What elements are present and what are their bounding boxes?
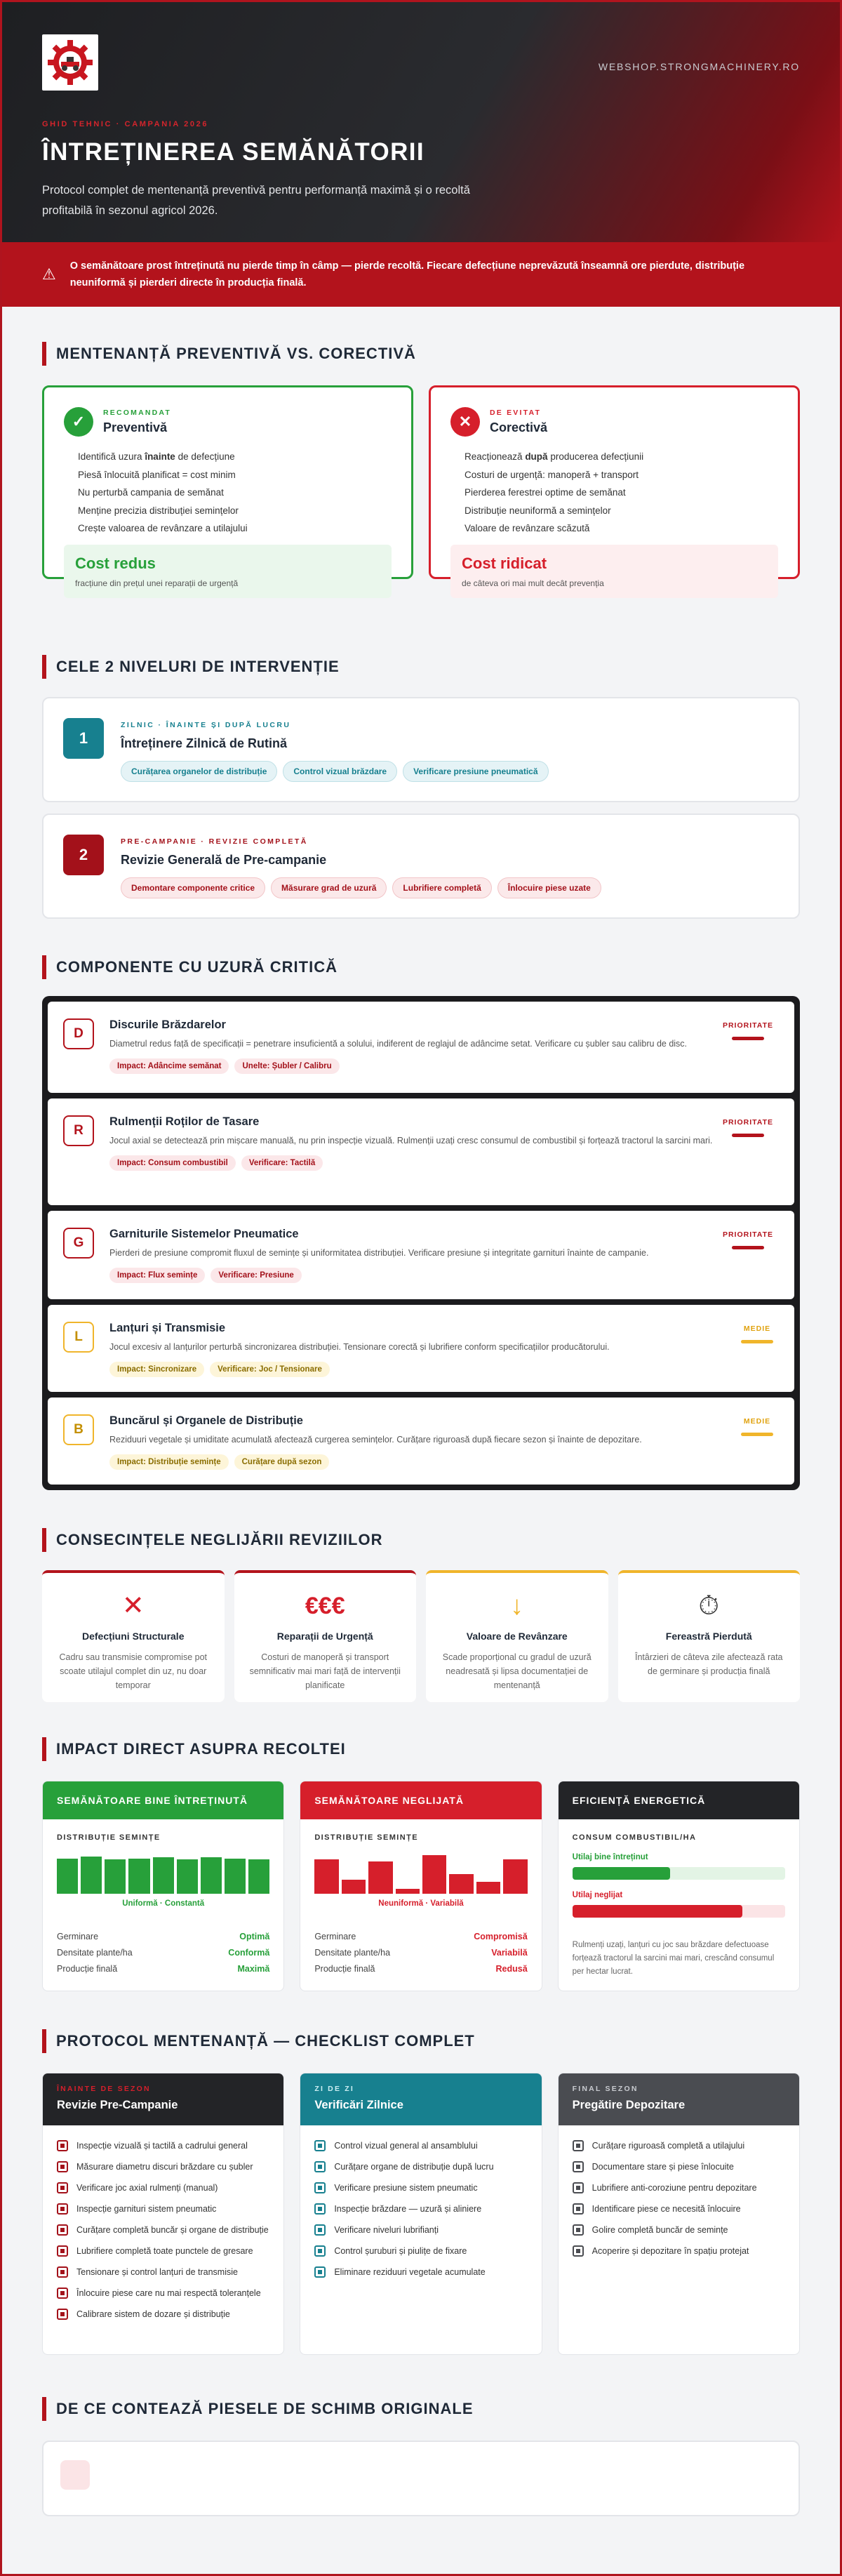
consequence-card: [426, 1570, 608, 1702]
checklist-item-label: Tensionare și control lanțuri de transmisie: [76, 2267, 238, 2277]
list-item: Reacționează după producerea defecțiunii: [465, 451, 644, 462]
section-accent-bar: [42, 1528, 46, 1552]
checklist-item[interactable]: [573, 2203, 787, 2216]
component-tag: Impact: Sincronizare: [109, 1362, 204, 1377]
section-title: [42, 340, 800, 367]
component-letter: D: [63, 1018, 94, 1049]
checkbox-icon[interactable]: [57, 2309, 68, 2320]
stat-label: Producție finală: [314, 1964, 375, 1974]
checkbox-icon[interactable]: [57, 2224, 68, 2236]
checkbox-icon[interactable]: [314, 2245, 326, 2257]
stat-value: Variabilă: [491, 1948, 528, 1958]
checklist-item[interactable]: [573, 2224, 787, 2237]
distribution-bar: [342, 1880, 366, 1894]
consequence-card: [42, 1570, 225, 1702]
cost-label: Cost redus: [75, 555, 156, 572]
section-heading: CONSECINȚELE NEGLIJĂRII REVIZIILOR: [56, 1531, 383, 1548]
consequence-card: [234, 1570, 417, 1702]
list-item: Valoare de revânzare scăzută: [465, 523, 590, 533]
stat-value: Redusă: [495, 1964, 528, 1974]
distribution-bar: [396, 1889, 420, 1894]
stat-row: [57, 1961, 269, 1977]
consequence-title: Fereastră Pierdută: [665, 1631, 752, 1642]
distribution-bar: [128, 1859, 149, 1894]
checklist-item[interactable]: [314, 2160, 528, 2174]
checkbox-icon[interactable]: [57, 2203, 68, 2215]
checklist-item[interactable]: [314, 2203, 528, 2216]
checklist-title: Pregătire Depozitare: [572, 2099, 686, 2111]
stat-label: Densitate plante/ha: [314, 1948, 391, 1958]
checklist-item-label: Inspecție vizuală și tactilă a cadrului general: [76, 2141, 248, 2151]
corrective-card: [429, 385, 800, 588]
stopwatch-icon: ⏱: [698, 1591, 720, 1621]
component-desc: Pierderi de presiune compromit fluxul de semințe și uniformitatea distribuției. Verificare presiune și integritate garnituri înainte de campanie.: [109, 1248, 649, 1258]
components-section: [2, 954, 840, 1490]
distribution-bar: [201, 1857, 222, 1894]
component-desc: Jocul excesiv al lanțurilor perturbă sincronizarea distribuției. Tensionare corectă și lubrifiere conform specificațiilor producătorului.: [109, 1342, 610, 1352]
card-kicker: DE EVITAT: [490, 409, 542, 417]
warning-text: O semănătoare prost întreținută nu pierde timp în câmp — pierde recoltă. Fiecare defecțiune neprevăzută înseamnă ore pierdute, distribuție neuniformă și pierderi directe în producția finală.: [69, 260, 745, 288]
checklist-item[interactable]: [573, 2160, 787, 2174]
component-title: Lanțuri și Transmisie: [109, 1322, 226, 1334]
section-heading: COMPONENTE CU UZURĂ CRITICĂ: [56, 958, 338, 976]
distribution-bars-good: [57, 1852, 269, 1894]
checkbox-icon[interactable]: [57, 2288, 68, 2299]
card-title: Corectivă: [490, 420, 548, 434]
checklist-item[interactable]: [573, 2182, 787, 2195]
list-item: Piesă înlocuită planificat = cost minim: [78, 469, 236, 480]
preventive-card: [42, 385, 413, 588]
section-heading: CELE 2 NIVELURI DE INTERVENȚIE: [56, 658, 340, 675]
checklist-item[interactable]: [314, 2182, 528, 2195]
component-tag: Verificare: Joc / Tensionare: [210, 1362, 330, 1377]
level-kicker: PRE-CAMPANIE · REVIZIE COMPLETĂ: [121, 837, 308, 846]
checklist-item-label: Verificare joc axial rulmenți (manual): [76, 2183, 218, 2193]
checklist-item-label: Verificare niveluri lubrifianți: [334, 2225, 439, 2235]
checkbox-icon[interactable]: [314, 2140, 326, 2151]
checkbox-icon[interactable]: [314, 2203, 326, 2215]
section-title: [42, 1527, 800, 1553]
priority-badge: [723, 1118, 773, 1137]
distribution-bar: [314, 1859, 338, 1894]
fuel-good-label: Utilaj bine întreținut: [572, 1853, 648, 1861]
impact-card-bad: [300, 1781, 542, 1991]
checkbox-icon[interactable]: [573, 2203, 584, 2215]
checklist-column-storage: [558, 2073, 800, 2355]
checklist-item[interactable]: [57, 2308, 271, 2321]
component-tag: Curățare după sezon: [234, 1454, 330, 1470]
checklist-item-label: Acoperire și depozitare în spațiu protejat: [592, 2246, 749, 2256]
checklist-item-label: Inspecție brăzdare — uzură și aliniere: [334, 2204, 482, 2214]
checklist-kicker: ÎNAINTE DE SEZON: [57, 2085, 151, 2093]
checklist-item[interactable]: [314, 2266, 528, 2279]
impact-card-header: EFICIENȚĂ ENERGETICĂ: [559, 1781, 799, 1819]
checklist-item[interactable]: [573, 2139, 787, 2153]
priority-badge: [741, 1324, 773, 1343]
card-title: Preventivă: [103, 420, 168, 434]
stat-row: [314, 1929, 527, 1945]
warning-banner: [2, 242, 840, 307]
component-tag: Verificare: Presiune: [210, 1268, 301, 1283]
close-icon: ✕: [450, 407, 480, 437]
section-accent-bar: [42, 655, 46, 679]
checkbox-icon[interactable]: [573, 2182, 584, 2193]
checkbox-icon[interactable]: [314, 2224, 326, 2236]
component-letter: B: [63, 1414, 94, 1445]
checkbox-icon[interactable]: [57, 2182, 68, 2193]
page-title: ÎNTREȚINEREA SEMĂNĂTORII: [42, 138, 425, 166]
list-item: Crește valoarea de revânzare a utilajului: [78, 523, 248, 533]
impact-card-good: [42, 1781, 284, 1991]
check-icon: ✓: [64, 407, 93, 437]
priority-badge: [741, 1417, 773, 1436]
consequence-desc: Întârzieri de câteva zile afectează rata de germinare și producția finală: [634, 1652, 783, 1676]
consequence-title: Reparații de Urgență: [276, 1631, 373, 1642]
level-chip: Curățarea organelor de distribuție: [121, 761, 277, 782]
hero-header: [2, 2, 840, 242]
section-title: [42, 653, 800, 680]
euro-icon: €€€: [305, 1593, 345, 1619]
checklist-item[interactable]: [57, 2287, 271, 2300]
level-number: 1: [63, 718, 104, 759]
impact-card-header: SEMĂNĂTOARE BINE ÎNTREȚINUTĂ: [43, 1781, 283, 1819]
component-tag: Impact: Adâncime semănat: [109, 1058, 229, 1074]
consequence-desc: Costuri de manoperă și transport semnificativ mai mari față de intervenții planificate: [249, 1652, 401, 1690]
checklist-item-label: Documentare stare și piese înlocuite: [592, 2162, 734, 2172]
distribution-bar: [177, 1859, 198, 1894]
section-heading: DE CE CONTEAZĂ PIESELE DE SCHIMB ORIGINALE: [56, 2400, 474, 2417]
priority-label: PRIORITATE: [722, 1230, 773, 1239]
checklist-item[interactable]: [57, 2266, 271, 2279]
company-logo[interactable]: [42, 34, 98, 91]
priority-badge: [723, 1021, 773, 1040]
checkbox-icon[interactable]: [314, 2161, 326, 2172]
checklist-item[interactable]: [57, 2203, 271, 2216]
checklist-title: Revizie Pre-Campanie: [57, 2099, 178, 2111]
checklist-item-label: Curățare riguroasă completă a utilajului: [592, 2141, 745, 2151]
checklist-item[interactable]: [314, 2224, 528, 2237]
component-title: Garniturile Sistemelor Pneumatice: [109, 1228, 299, 1240]
arrow-down-icon: ↓: [510, 1591, 524, 1621]
level-chip: Demontare componente critice: [121, 877, 265, 898]
cost-box: [450, 545, 778, 598]
checklist-kicker: ZI DE ZI: [314, 2085, 355, 2093]
component-title: Discurile Brăzdarelor: [109, 1018, 226, 1031]
section-heading: MENTENANȚĂ PREVENTIVĂ VS. CORECTIVĂ: [56, 345, 416, 362]
level-number: 2: [63, 835, 104, 875]
distribution-bar: [57, 1859, 78, 1894]
checklist-item[interactable]: [57, 2224, 271, 2237]
stat-row: [57, 1929, 269, 1945]
cost-box: [64, 545, 392, 598]
priority-badge: [723, 1230, 773, 1249]
level-card-precampaign: [42, 814, 800, 919]
cost-note: de câteva ori mai mult decât prevenția: [462, 578, 604, 588]
section-title: [42, 1736, 800, 1762]
list-item: Costuri de urgență: manoperă + transport: [465, 469, 639, 480]
section-heading: PROTOCOL MENTENANȚĂ — CHECKLIST COMPLET: [56, 2032, 475, 2050]
preventive-list: [64, 448, 392, 538]
distribution-bar: [153, 1857, 174, 1894]
level-card-daily: [42, 697, 800, 802]
list-item: Identifică uzura înainte de defecțiune: [78, 451, 235, 462]
checklist-item-label: Lubrifiere anti-coroziune pentru depozitare: [592, 2183, 757, 2193]
warning-icon: ⚠: [42, 265, 56, 283]
component-letter: L: [63, 1322, 94, 1353]
checklist-item[interactable]: [573, 2245, 787, 2258]
checkbox-icon[interactable]: [57, 2140, 68, 2151]
component-title: Rulmenții Roților de Tasare: [109, 1115, 260, 1128]
component-tag: Verificare: Tactilă: [241, 1155, 323, 1171]
component-letter: R: [63, 1115, 94, 1146]
list-item: Menține precizia distribuției semințelor: [78, 505, 239, 516]
consequence-title: Defecțiuni Structurale: [82, 1631, 185, 1642]
stat-value: Maximă: [237, 1964, 270, 1974]
checkbox-icon[interactable]: [573, 2245, 584, 2257]
checklist-title: Verificări Zilnice: [314, 2099, 403, 2111]
distribution-bar: [105, 1859, 126, 1894]
checklist-item-label: Lubrifiere completă toate punctele de gresare: [76, 2246, 253, 2256]
checklist-list: [43, 2125, 283, 2321]
stat-row: [314, 1945, 527, 1961]
component-tag: Impact: Consum combustibil: [109, 1155, 236, 1171]
checklist-item-label: Măsurare diametru discuri brăzdare cu șubler: [76, 2162, 253, 2172]
checklist-item[interactable]: [314, 2245, 528, 2258]
gear-logo-icon: [46, 38, 95, 87]
fuel-good-track: [573, 1867, 785, 1880]
distribution-bar: [422, 1855, 446, 1894]
level-kicker: ZILNIC · ÎNAINTE ȘI DUPĂ LUCRU: [121, 721, 291, 729]
stat-label: Germinare: [57, 1932, 99, 1941]
component-desc: Reziduuri vegetale și umiditate acumulată afectează curgerea semințelor. Curățare riguroasă după fiecare sezon și înainte de depozitare.: [109, 1435, 642, 1445]
section-accent-bar: [42, 2029, 46, 2053]
priority-label: PRIORITATE: [722, 1021, 773, 1030]
eyebrow-label: GHID TEHNIC · CAMPANIA 2026: [42, 120, 209, 128]
checkbox-icon[interactable]: [573, 2161, 584, 2172]
cost-label: Cost ridicat: [462, 555, 547, 572]
priority-label: PRIORITATE: [722, 1118, 773, 1127]
card-kicker: RECOMANDAT: [103, 409, 172, 417]
stat-value: Conformă: [228, 1948, 270, 1958]
checklist-item-label: Curățare organe de distribuție după lucru: [334, 2162, 494, 2172]
checkbox-icon[interactable]: [57, 2266, 68, 2278]
component-desc: Jocul axial se detectează prin mișcare manuală, nu prin inspecție vizuală. Rulmenții uzați cresc consumul de combustibil și forțează tractorul la sarcini mari.: [109, 1136, 713, 1146]
distribution-bar: [503, 1859, 527, 1894]
component-tag: Impact: Distribuție semințe: [109, 1454, 229, 1470]
stat-label: Densitate plante/ha: [57, 1948, 133, 1958]
distribution-bar: [476, 1882, 500, 1894]
checklist-item[interactable]: [314, 2139, 528, 2153]
checklist-item-label: Eliminare reziduuri vegetale acumulate: [334, 2267, 486, 2277]
section-heading: IMPACT DIRECT ASUPRA RECOLTEI: [56, 1740, 346, 1758]
checkbox-icon[interactable]: [314, 2182, 326, 2193]
section-title: [42, 2396, 800, 2422]
stat-row: [57, 1945, 269, 1961]
list-item: Distribuție neuniformă a semințelor: [465, 505, 611, 516]
impact-card-header: SEMĂNĂTOARE NEGLIJATĂ: [300, 1781, 541, 1819]
stat-value: Optimă: [239, 1932, 270, 1941]
checkbox-icon[interactable]: [57, 2161, 68, 2172]
section-title: [42, 2028, 800, 2054]
distribution-bars-bad: [314, 1852, 527, 1894]
checklist-list: [300, 2125, 541, 2279]
component-row: [48, 1211, 794, 1299]
checklist-item-label: Control vizual general al ansamblului: [334, 2141, 478, 2151]
section-accent-bar: [42, 955, 46, 979]
checkbox-icon[interactable]: [573, 2224, 584, 2236]
cross-icon: ✕: [121, 1591, 145, 1621]
checklist-section: [2, 2028, 840, 2355]
checklist-column-pre: [42, 2073, 284, 2355]
checklist-item-label: Identificare piese ce necesită înlocuire: [592, 2204, 741, 2214]
originals-card: [42, 2441, 800, 2516]
component-tag: Impact: Flux semințe: [109, 1268, 205, 1283]
section-title: [42, 954, 800, 981]
priority-label: MEDIE: [743, 1417, 771, 1426]
component-row: [48, 1397, 794, 1485]
stat-row: [314, 1961, 527, 1977]
impact-section: [2, 1736, 840, 1991]
checklist-item-label: Inspecție garnituri sistem pneumatic: [76, 2204, 217, 2214]
distribution-bar: [225, 1859, 246, 1894]
level-chip: Înlocuire piese uzate: [497, 877, 601, 898]
energy-note: Rulmenți uzați, lanțuri cu joc sau brăzdare defectuoase forțează tractorul la sarcini mai mari, crescând consumul per hectar lucrat.: [572, 1941, 775, 1976]
component-row: [48, 1098, 794, 1205]
stat-label: Germinare: [314, 1932, 356, 1941]
checklist-item-label: Înlocuire piese care nu mai respectă toleranțele: [76, 2288, 261, 2298]
distribution-bar: [81, 1857, 102, 1894]
component-row: [48, 1002, 794, 1093]
level-chip: Lubrifiere completă: [392, 877, 491, 898]
fuel-bad-label: Utilaj neglijat: [572, 1891, 623, 1899]
level-title: Întreținere Zilnică de Rutină: [121, 736, 288, 750]
checklist-list: [559, 2125, 799, 2258]
component-tag: Unelte: Șubler / Calibru: [234, 1058, 339, 1074]
consequence-desc: Scade proporțional cu gradul de uzură neadresată și lipsa documentației de mentenanță: [442, 1652, 592, 1690]
level-title: Revizie Generală de Pre-campanie: [121, 853, 327, 867]
site-url[interactable]: WEBSHOP.STRONGMACHINERY.RO: [598, 61, 800, 72]
fuel-bad-track: [573, 1905, 785, 1918]
component-row: [48, 1305, 794, 1392]
distribution-bar: [248, 1859, 269, 1894]
cost-note: fracțiune din prețul unei reparații de urgență: [75, 578, 239, 588]
checklist-item[interactable]: [57, 2139, 271, 2153]
levels-section: [2, 653, 840, 919]
bars-caption: Neuniformă · Variabilă: [378, 1899, 464, 1908]
checkbox-icon[interactable]: [573, 2140, 584, 2151]
checkbox-icon[interactable]: [57, 2245, 68, 2257]
checklist-item-label: Curățare completă buncăr și organe de distribuție: [76, 2225, 269, 2235]
page-subtitle: Protocol complet de mentenanță preventivă pentru performanță maximă și o recoltă profitabilă în sezonul agricol 2026.: [42, 184, 470, 217]
consequence-title: Valoare de Revânzare: [466, 1631, 568, 1642]
checklist-item[interactable]: [57, 2245, 271, 2258]
component-letter: G: [63, 1228, 94, 1259]
impact-subtitle: CONSUM COMBUSTIBIL/HA: [572, 1833, 697, 1842]
list-item: Pierderea ferestrei optime de semănat: [465, 487, 626, 498]
checklist-item[interactable]: [57, 2182, 271, 2195]
distribution-bar: [368, 1861, 392, 1894]
comparison-section: [2, 340, 840, 588]
originals-section: [2, 2396, 840, 2516]
section-accent-bar: [42, 2397, 46, 2421]
level-chip: Control vizual brăzdare: [283, 761, 397, 782]
checklist-item[interactable]: [57, 2160, 271, 2174]
bars-caption: Uniformă · Constantă: [122, 1899, 205, 1908]
corrective-list: [450, 448, 778, 538]
consequences-section: [2, 1527, 840, 1702]
fuel-bad-fill: [573, 1905, 743, 1918]
stat-value: Compromisă: [474, 1932, 528, 1941]
checklist-item-label: Control șuruburi și piulițe de fixare: [334, 2246, 467, 2256]
list-item: Nu perturbă campania de semănat: [78, 487, 224, 498]
stat-label: Producție finală: [57, 1964, 118, 1974]
priority-label: MEDIE: [743, 1324, 771, 1333]
level-chip: Măsurare grad de uzură: [271, 877, 387, 898]
checklist-item-label: Golire completă buncăr de semințe: [592, 2225, 728, 2235]
level-chip: Verificare presiune pneumatică: [403, 761, 548, 782]
section-accent-bar: [42, 1737, 46, 1761]
components-list: [42, 996, 800, 1490]
impact-card-energy: [558, 1781, 800, 1991]
checklist-kicker: FINAL SEZON: [572, 2085, 639, 2093]
component-title: Buncărul și Organele de Distribuție: [109, 1414, 303, 1427]
component-desc: Diametrul redus față de specificații = penetrare insuficientă a solului, indiferent de reglajul de adâncime setat. Verificare cu șubler sau calibru de disc.: [109, 1039, 688, 1049]
originals-icon: [60, 2460, 90, 2490]
impact-subtitle: DISTRIBUȚIE SEMINȚE: [314, 1833, 418, 1842]
fuel-good-fill: [573, 1867, 671, 1880]
checklist-item-label: Verificare presiune sistem pneumatic: [334, 2183, 478, 2193]
checklist-item-label: Calibrare sistem de dozare și distribuție: [76, 2309, 230, 2319]
section-accent-bar: [42, 342, 46, 366]
consequence-card: [618, 1570, 801, 1702]
checkbox-icon[interactable]: [314, 2266, 326, 2278]
consequence-desc: Cadru sau transmisie compromise pot scoate utilajul complet din uz, nu doar temporar: [59, 1652, 207, 1690]
impact-subtitle: DISTRIBUȚIE SEMINȚE: [57, 1833, 161, 1842]
distribution-bar: [449, 1874, 473, 1894]
checklist-column-daily: [300, 2073, 542, 2355]
